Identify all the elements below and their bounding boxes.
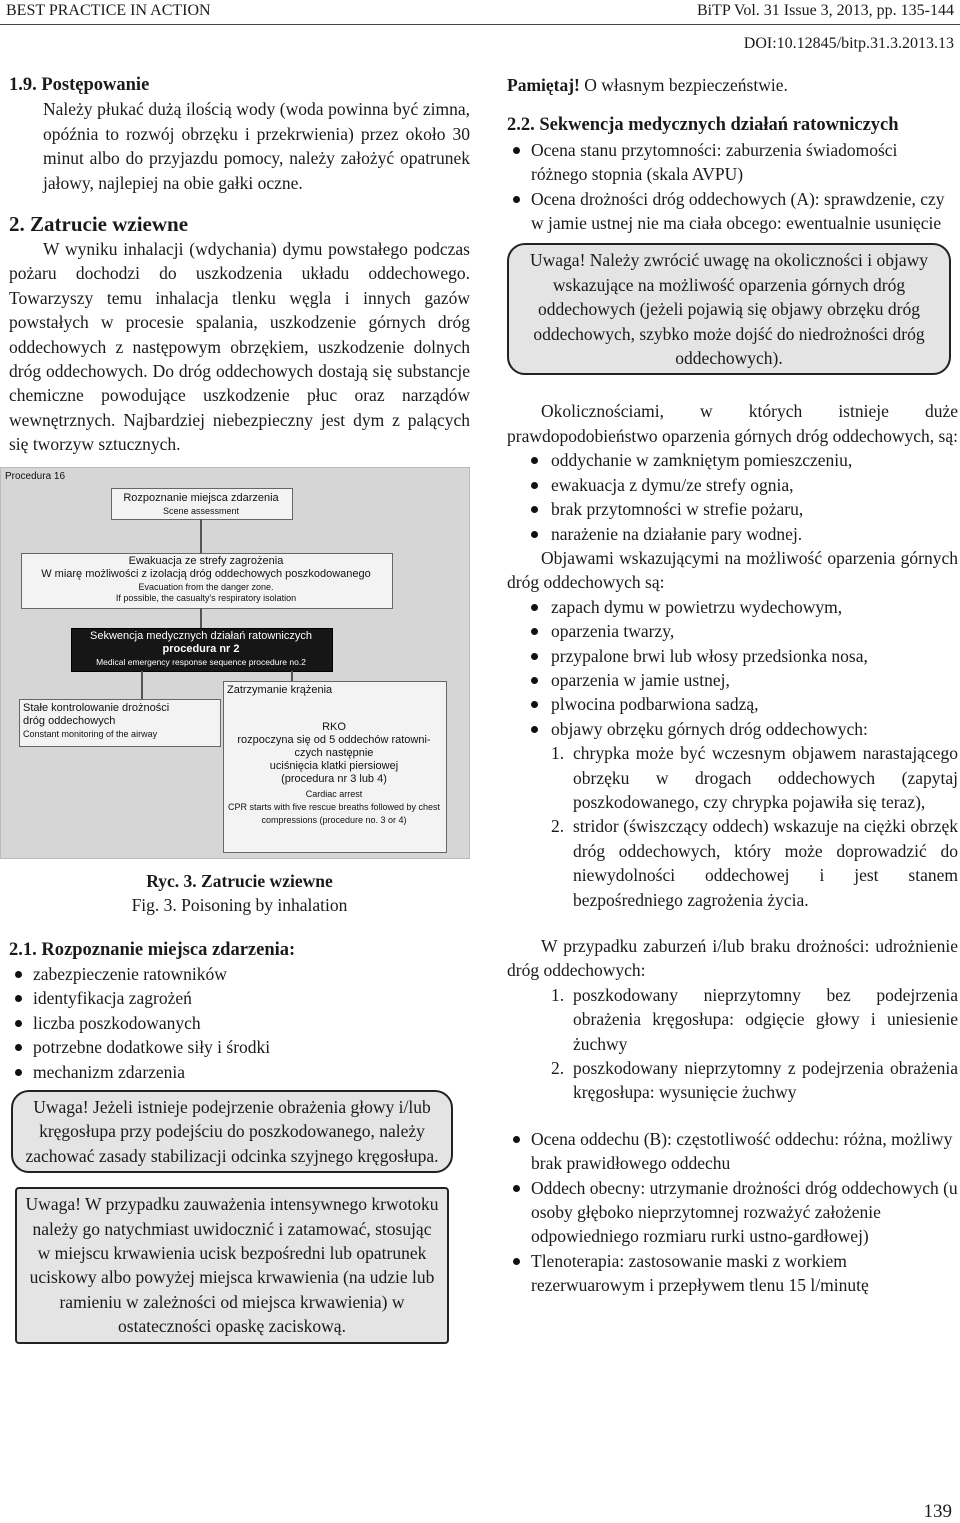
warning-box-burns (507, 243, 951, 375)
circumstances-list (507, 448, 958, 546)
airway-intro: W przypadku zaburzeń i/lub braku drożności: udrożnienie dróg oddechowych: (507, 936, 958, 981)
flow-box-airway-en: Constant monitoring of the airway (23, 728, 158, 739)
flow-box-cardiac-title: Zatrzymanie krążenia (227, 683, 333, 696)
airway-item-text: poszkodowany nieprzytomny z podejrzenia obrażenia kręgosłupa: wysunięcie żuchwy (573, 1058, 958, 1103)
flow-box-cardiac-en2: compressions (procedure no. 3 or 4) (261, 814, 407, 825)
symptom-subitem-number: 2. (551, 816, 565, 837)
figure-caption (9, 869, 470, 918)
circumstance-item: narażenie na działanie pary wodnej. (507, 522, 958, 546)
airway-item-number: 1. (551, 984, 565, 1005)
caption-pl: Ryc. 3. Zatrucie wziewne (146, 870, 333, 891)
section-2-text-a: W wyniku inhalacji (wdychania) dymu powstałego podczas pożaru dochodzi do uszkodzenia układu oddechowego. (9, 239, 470, 284)
section-1-9-text: Należy płukać dużą ilością wody (woda powinna być zimna, opóźnia to rozwój obrzęku i przekrwienia) przez około 30 minut albo do przyjazdu pomocy, należy założyć opatrunek jałowy, najlepiej na obie gałki oczne. (43, 99, 470, 193)
symptom-item: przypalone brwi lub włosy przedsionka nosa, (507, 644, 958, 668)
left-column (5, 73, 470, 1344)
section-2-text (9, 237, 470, 457)
flow-connector (291, 671, 293, 681)
scene-list (9, 962, 470, 1084)
flow-box-cardiac-l2: czych następnie (294, 746, 374, 759)
remember-line (507, 73, 958, 97)
scene-list-item: mechanizm zdarzenia (9, 1060, 470, 1084)
airway-item-text: poszkodowany nieprzytomny bez podejrzenia obrażenia kręgosłupa: odgięcie głowy i uniesienie żuchwy (573, 984, 958, 1054)
scene-list-item: zabezpieczenie ratowników (9, 962, 470, 986)
warning-box-spine (11, 1090, 453, 1173)
procedure-flowchart (0, 467, 470, 859)
flow-box-cardiac-l1: rozpoczyna się od 5 oddechów ratowni- (237, 733, 431, 746)
airway-item-number: 2. (551, 1058, 565, 1079)
header-rule (0, 24, 960, 25)
final-item: Oddech obecny: utrzymanie drożności dróg oddechowych (u osoby głęboko nieprzytomnej rozważyć założenie odpowiedniego rozmiaru rurki ustno-gardłowej) (507, 1176, 958, 1249)
flow-box-scene-pl: Rozpoznanie miejsca zdarzenia (123, 491, 279, 504)
circumstances-intro: Okolicznościami, w których istnieje duże prawdopodobieństwo oparzenia górnych dróg oddechowych, są: (507, 401, 958, 446)
flow-box-cardiac-l3: uciśnięcia klatki piersiowej (269, 759, 399, 772)
circumstance-item: oddychanie w zamkniętym pomieszczeniu, (507, 448, 958, 472)
airway-item (507, 983, 958, 1056)
symptom-item: plwocina podbarwiona sadzą, (507, 692, 958, 716)
airway-list (507, 983, 958, 1105)
symptom-subitem (507, 814, 958, 912)
section-2-text-b: Towarzyszy temu inhalacja tlenku węgla i innych gazów powstałych w procesie spalania, uszkodzenie górnych dróg oddechowych z następowym obrzękiem, uszkodzenie dolnych dróg oddechowych. Do dróg oddechowych dostają się substancje chemiczne powodujące uszkodzenie płuc oraz narządów wewnętrznych. Najbardziej niebezpieczny jest dym z palących się tworzyw sztucznych. (9, 287, 470, 455)
flow-box-cardiac-l4: (procedura nr 3 lub 4) (281, 772, 387, 785)
sequence-list-item: Ocena drożności dróg oddechowych (A): sprawdzenie, czy w jamie ustnej nie ma ciała obcego: ewentualnie usunięcie (507, 187, 958, 236)
flow-connector (200, 519, 202, 553)
symptom-subitem (507, 741, 958, 814)
scene-list-item: potrzebne dodatkowe siły i środki (9, 1035, 470, 1059)
page-number: 139 (923, 1501, 952, 1522)
flow-box-evac-en1: Evacuation from the danger zone. (138, 581, 274, 592)
flow-box-scene-en: Scene assessment (162, 505, 240, 516)
flow-box-seq-en: Medical emergency response sequence procedure no.2 (96, 656, 306, 667)
doi: DOI:10.12845/bitp.31.3.2013.13 (743, 35, 954, 52)
symptom-subitem-text: stridor (świszczący oddech) wskazuje na ciężki obrzęk dróg oddechowych, który może doprowadzić do niewydolności oddechowej i jest stanem bezpośredniego zagrożenia życia. (573, 816, 958, 910)
final-item: Ocena oddechu (B): częstotliwość oddechu: różna, możliwy brak prawidłowego oddechu (507, 1127, 958, 1176)
right-column (507, 73, 958, 1298)
circumstance-item: brak przytomności w strefie pożaru, (507, 497, 958, 521)
flow-box-seq-pl2: procedura nr 2 (162, 642, 240, 655)
flow-box-evac-pl2: W miarę możliwości z izolacją dróg oddechowych poszkodowanego (41, 567, 371, 580)
warning-box-bleeding (15, 1187, 449, 1343)
symptoms-list (507, 595, 958, 741)
warning-burns-text: Uwaga! Należy zwrócić uwagę na okoliczności i objawy wskazujące na możliwość oparzenia górnych dróg oddechowych (jeżeli pojawią się objawy obrzęku dróg oddechowych, szybko może dojść do niedrożności dróg oddechowych). (530, 250, 928, 369)
section-2-2-title: 2.2. Sekwencja medycznych działań ratowniczych (507, 115, 899, 136)
procedure-label: Procedura 16 (5, 470, 66, 482)
sequence-list-item: Ocena stanu przytomności: zaburzenia świadomości różnego stopnia (skala AVPU) (507, 138, 958, 187)
warning-spine-text: Uwaga! Jeżeli istnieje podejrzenie obrażenia głowy i/lub kręgosłupa przy podejściu do poszkodowanego, należy zachować zasady stabilizacji odcinka szyjnego kręgosłupa. (25, 1096, 439, 1166)
flow-box-cardiac-rko: RKO (322, 720, 346, 733)
section-2-1-title: 2.1. Rozpoznanie miejsca zdarzenia: (9, 939, 296, 960)
symptom-subitem-text: chrypka może być wczesnym objawem narastającego obrzęku w drogach oddechowych (zapytaj poszkodowanego, czy chrypka pojawiła się teraz), (573, 743, 958, 812)
flow-box-cardiac-en0: Cardiac arrest (305, 788, 363, 799)
flow-connector (141, 671, 143, 699)
symptom-subitem-number: 1. (551, 743, 565, 764)
symptoms-sublist (507, 741, 958, 912)
flow-box-evac-en2: If possible, the casualty's respiratory isolation (115, 592, 297, 603)
flow-connector (200, 608, 202, 628)
caption-en: Fig. 3. Poisoning by inhalation (131, 895, 348, 916)
flow-box-airway-pl2: dróg oddechowych (23, 714, 116, 727)
running-header-right: BiTP Vol. 31 Issue 3, 2013, pp. 135-144 (696, 2, 954, 19)
airway-item (507, 1056, 958, 1105)
symptoms-intro: Objawami wskazującymi na możliwość oparzenia górnych dróg oddechowych są: (507, 547, 958, 593)
circumstance-item: ewakuacja z dymu/ze strefy ognia, (507, 473, 958, 497)
final-item: Tlenoterapia: zastosowanie maski z workiem rezerwuarowym i przepływem tlenu 15 l/minutę (507, 1249, 958, 1298)
flow-box-seq-pl1: Sekwencja medycznych działań ratowniczych (90, 629, 312, 642)
symptom-item: oparzenia w jamie ustnej, (507, 668, 958, 692)
flow-box-evac-pl1: Ewakuacja ze strefy zagrożenia (128, 554, 284, 567)
scene-list-item: identyfikacja zagrożeń (9, 986, 470, 1010)
warning-bleeding-text: Uwaga! W przypadku zauważenia intensywnego krwotoku należy go natychmiast uwidocznić i zatamować, stosując w miejscu krwawienia ucisk bezpośredni lub opatrunek uciskowy albo powyżej miejsca krwawienia (na udzie lub ramieniu w zależności od miejsca krwawienia) w ostateczności opaskę zaciskową. (25, 1194, 439, 1337)
scene-list-item: liczba poszkodowanych (9, 1011, 470, 1035)
flow-box-cardiac-en1: CPR starts with five rescue breaths followed by chest (227, 801, 441, 812)
running-header-left: BEST PRACTICE IN ACTION (6, 2, 211, 19)
flow-box-airway-pl1: Stałe kontrolowanie drożności (23, 701, 170, 714)
section-2-title: 2. Zatrucie wziewne (9, 212, 189, 237)
symptom-item: oparzenia twarzy, (507, 619, 958, 643)
section-1-9-title: 1.9. Postępowanie (9, 75, 150, 95)
final-list (507, 1127, 958, 1298)
symptom-item: zapach dymu w powietrzu wydechowym, (507, 595, 958, 619)
symptom-item: objawy obrzęku górnych dróg oddechowych: (507, 717, 958, 741)
sequence-list (507, 138, 958, 236)
remember-text: O własnym bezpieczeństwie. (579, 75, 788, 95)
remember-bold: Pamiętaj! (507, 75, 580, 95)
